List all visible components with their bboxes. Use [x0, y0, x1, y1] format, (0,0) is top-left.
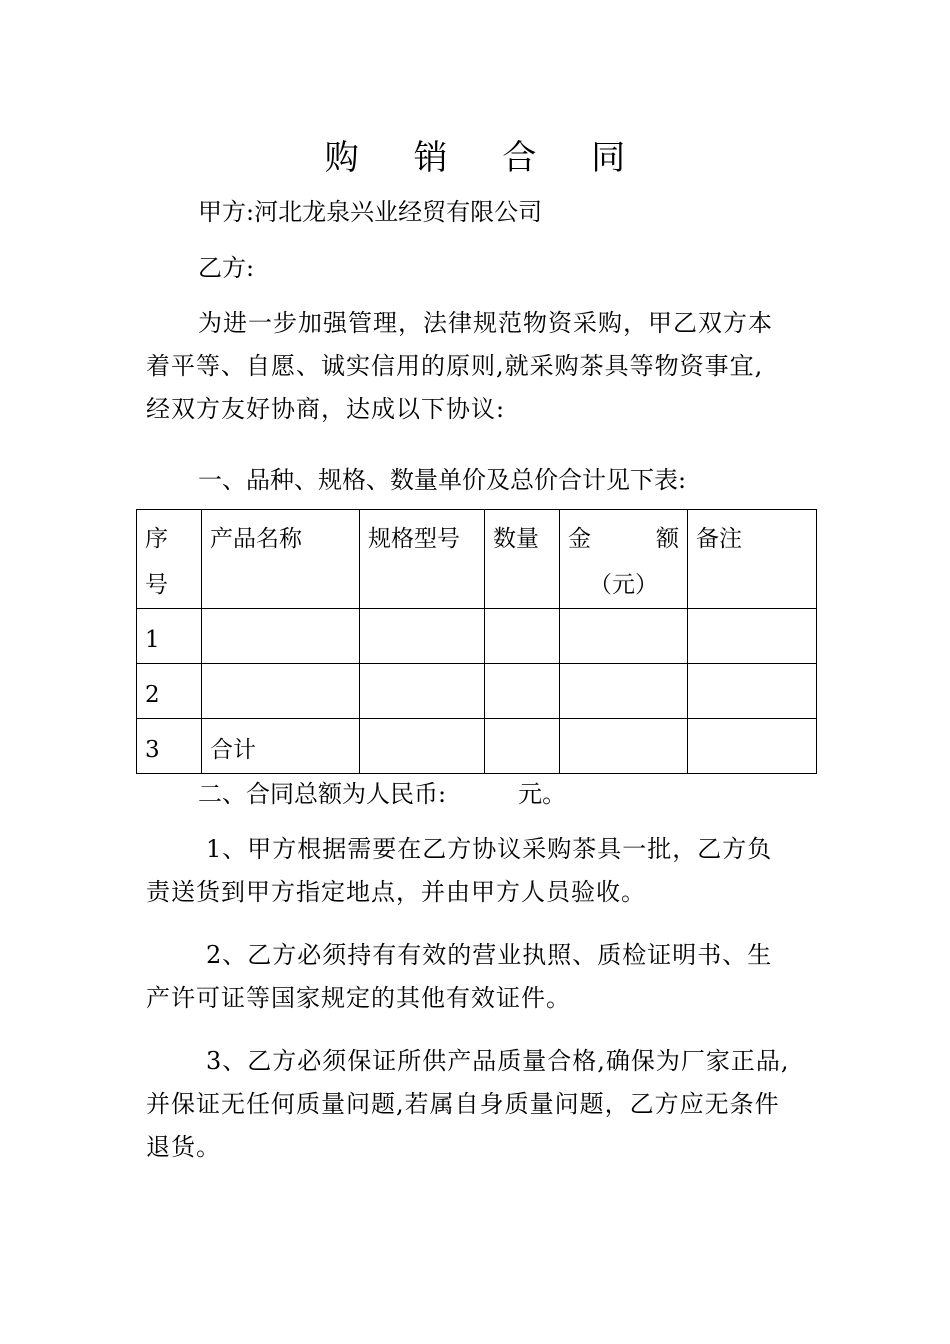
header-seq-2: 号	[145, 572, 168, 598]
header-amount	[560, 510, 688, 609]
cell-note	[688, 719, 817, 774]
table-row	[137, 719, 817, 774]
clause-3-line-1: 3、乙方必须保证所供产品质量合格,确保为厂家正品,	[206, 1047, 790, 1075]
cell-seq: 2	[137, 664, 202, 719]
section-1-heading	[146, 458, 826, 502]
header-qty: 数量	[485, 510, 560, 609]
header-amount-b: 额	[656, 526, 679, 552]
clause-2	[146, 934, 806, 1020]
cell-spec	[360, 609, 485, 664]
cell-seq: 1	[137, 609, 202, 664]
header-seq	[137, 510, 202, 609]
cell-note	[688, 664, 817, 719]
intro-line-2: 着平等、自愿、诚实信用的原则,就采购茶具等物资事宜,	[146, 352, 764, 380]
header-name: 产品名称	[202, 510, 360, 609]
document-title: 购 销 合 同	[324, 138, 648, 178]
intro-line-1: 为进一步加强管理，法律规范物资采购，甲乙双方本	[198, 309, 773, 337]
clause-1	[146, 828, 806, 914]
party-a	[146, 190, 826, 234]
intro-line-3: 经双方友好协商，达成以下协议:	[146, 395, 506, 423]
cell-amount	[560, 609, 688, 664]
section-2-unit: 元。	[518, 780, 567, 808]
cell-amount	[560, 664, 688, 719]
clause-2-line-1: 2、乙方必须持有有效的营业执照、质检证明书、生	[206, 941, 773, 969]
section-1-text: 一、品种、规格、数量单价及总价合计见下表:	[198, 466, 687, 494]
clause-2-line-2: 产许可证等国家规定的其他有效证件。	[146, 984, 571, 1012]
cell-qty	[485, 664, 560, 719]
cell-name	[202, 609, 360, 664]
items-table	[136, 509, 817, 774]
table-row	[137, 664, 817, 719]
header-note: 备注	[688, 510, 817, 609]
cell-qty	[485, 719, 560, 774]
cell-note	[688, 609, 817, 664]
section-2-label: 二、合同总额为人民币:	[198, 780, 447, 808]
clause-3-line-2: 并保证无任何质量问题,若属自身质量问题，乙方应无条件	[146, 1090, 780, 1118]
cell-spec	[360, 719, 485, 774]
header-amount-a: 金	[568, 526, 591, 552]
table-row	[137, 609, 817, 664]
cell-amount	[560, 719, 688, 774]
table-header-row	[137, 510, 817, 609]
clause-3	[146, 1040, 806, 1169]
party-b	[146, 246, 826, 290]
clause-1-line-2: 责送货到甲方指定地点，并由甲方人员验收。	[146, 878, 646, 906]
header-seq-1: 序	[145, 526, 168, 552]
cell-qty	[485, 609, 560, 664]
clause-3-line-3: 退货。	[146, 1133, 221, 1161]
cell-name	[202, 664, 360, 719]
cell-spec	[360, 664, 485, 719]
party-a-text: 甲方:河北龙泉兴业经贸有限公司	[198, 198, 543, 226]
header-amount-unit: （元）	[589, 572, 658, 598]
clause-1-line-1: 1、甲方根据需要在乙方协议采购茶具一批，乙方负	[206, 835, 773, 863]
section-2	[146, 772, 826, 816]
header-spec: 规格型号	[360, 510, 485, 609]
intro-paragraph	[146, 302, 806, 431]
cell-seq: 3	[137, 719, 202, 774]
party-b-text: 乙方:	[198, 254, 255, 282]
cell-name: 合计	[202, 719, 360, 774]
